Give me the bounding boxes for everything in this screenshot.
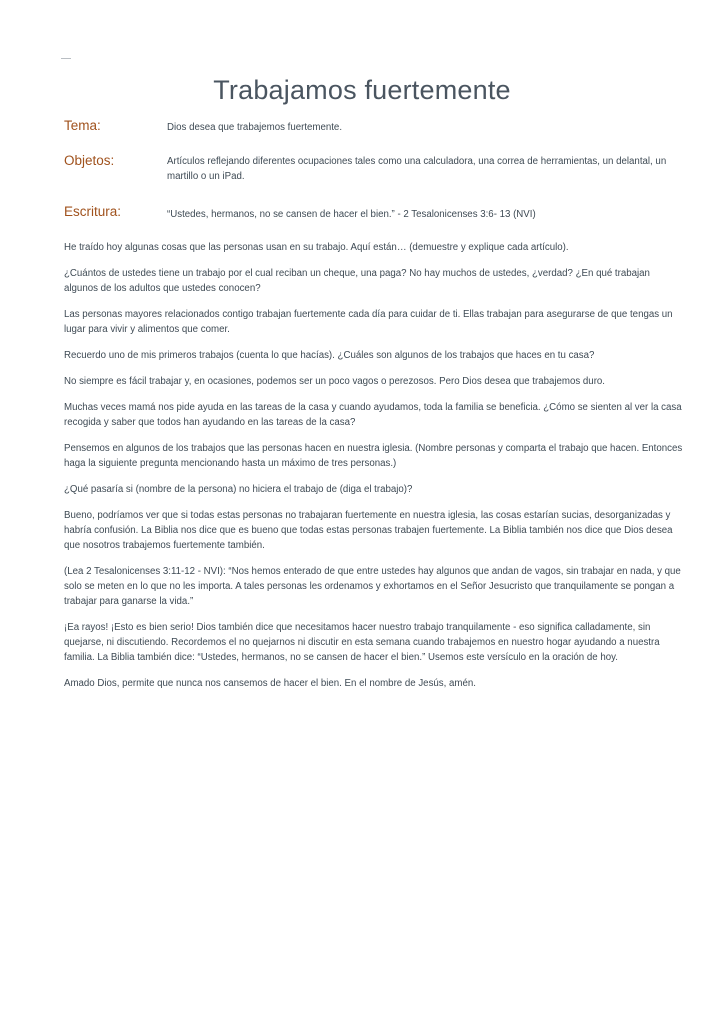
paragraph: No siempre es fácil trabajar y, en ocasiones, podemos ser un poco vagos o perezosos. Pero Dios desea que trabajemos duro. (64, 376, 605, 387)
paragraph: ¡Ea rayos! ¡Esto es bien serio! Dios también dice que necesitamos hacer nuestro trabajo tranquilamente - eso significa calladamente, sin quejarse, ni discutiendo. Recordemos el no quejarnos ni discutir en esta semana cuando trabajemos en nuestro hogar ayudando a nuestra familia. La Biblia también dice: “Ustedes, hermanos, no se cansen de hacer el bien.” Usemos este versículo en la oración de hoy. (64, 622, 660, 663)
paragraph: Bueno, podríamos ver que si todas estas personas no trabajaran fuertemente en nuestra iglesia, las cosas estarían sucias, desorganizadas y habría confusión. La Biblia nos dice que es bueno que todas estas personas trabajen fuertemente. La Biblia también nos dice que Dios desea que nosotros trabajemos fuertemente también. (64, 510, 673, 551)
paragraph: (Lea 2 Tesalonicenses 3:11-12 - NVI): “Nos hemos enterado de que entre ustedes hay algunos que andan de vagos, sin trabajar en nada, y que solo se meten en lo que no les importa. A tales personas les ordenamos y exhortamos en el Señor Jesucristo que tranquilamente se pongan a trabajar para ganarse la vida.” (64, 566, 681, 607)
paragraph: Muchas veces mamá nos pide ayuda en las tareas de la casa y cuando ayudamos, toda la familia se beneficia. ¿Cómo se sienten al ver la casa recogida y saber que todos han ayudando en las tareas de la casa? (64, 402, 682, 428)
tema-label: Tema: (64, 118, 101, 133)
paragraph: ¿Cuántos de ustedes tiene un trabajo por el cual reciban un cheque, una paga? No hay muchos de ustedes, ¿verdad? ¿En qué trabajan algunos de los adultos que ustedes conocen? (64, 268, 650, 294)
objetos-value: Artículos reflejando diferentes ocupaciones tales como una calculadora, una correa de herramientas, un delantal, un martillo o un iPad. (167, 156, 667, 182)
escritura-value: “Ustedes, hermanos, no se cansen de hacer el bien.” - 2 Tesalonicenses 3:6- 13 (NVI) (167, 209, 536, 220)
body-text (64, 240, 684, 702)
paragraph: Recuerdo uno de mis primeros trabajos (cuenta lo que hacías). ¿Cuáles son algunos de los trabajos que haces en tu casa? (64, 350, 595, 361)
paragraph: He traído hoy algunas cosas que las personas usan en su trabajo. Aquí están… (demuestre y explique cada artículo). (64, 242, 569, 253)
objetos-label: Objetos: (64, 153, 115, 168)
paragraph: Las personas mayores relacionados contigo trabajan fuertemente cada día para cuidar de ti. Ellas trabajan para asegurarse de que tengas un lugar para vivir y alimentos que comer. (64, 309, 673, 335)
paragraph: ¿Qué pasaría si (nombre de la persona) no hiciera el trabajo de (diga el trabajo)? (64, 484, 413, 495)
page-title: Trabajamos fuertemente (213, 75, 511, 105)
tema-value: Dios desea que trabajemos fuertemente. (167, 122, 343, 133)
corner-mark (61, 58, 71, 59)
paragraph: Amado Dios, permite que nunca nos cansemos de hacer el bien. En el nombre de Jesús, amén. (64, 678, 476, 689)
paragraph: Pensemos en algunos de los trabajos que las personas hacen en nuestra iglesia. (Nombre personas y comparta el trabajo que hacen. Entonces haga la siguiente pregunta mencionando hasta un máximo de tres personas.) (64, 443, 683, 469)
escritura-label: Escritura: (64, 204, 122, 219)
